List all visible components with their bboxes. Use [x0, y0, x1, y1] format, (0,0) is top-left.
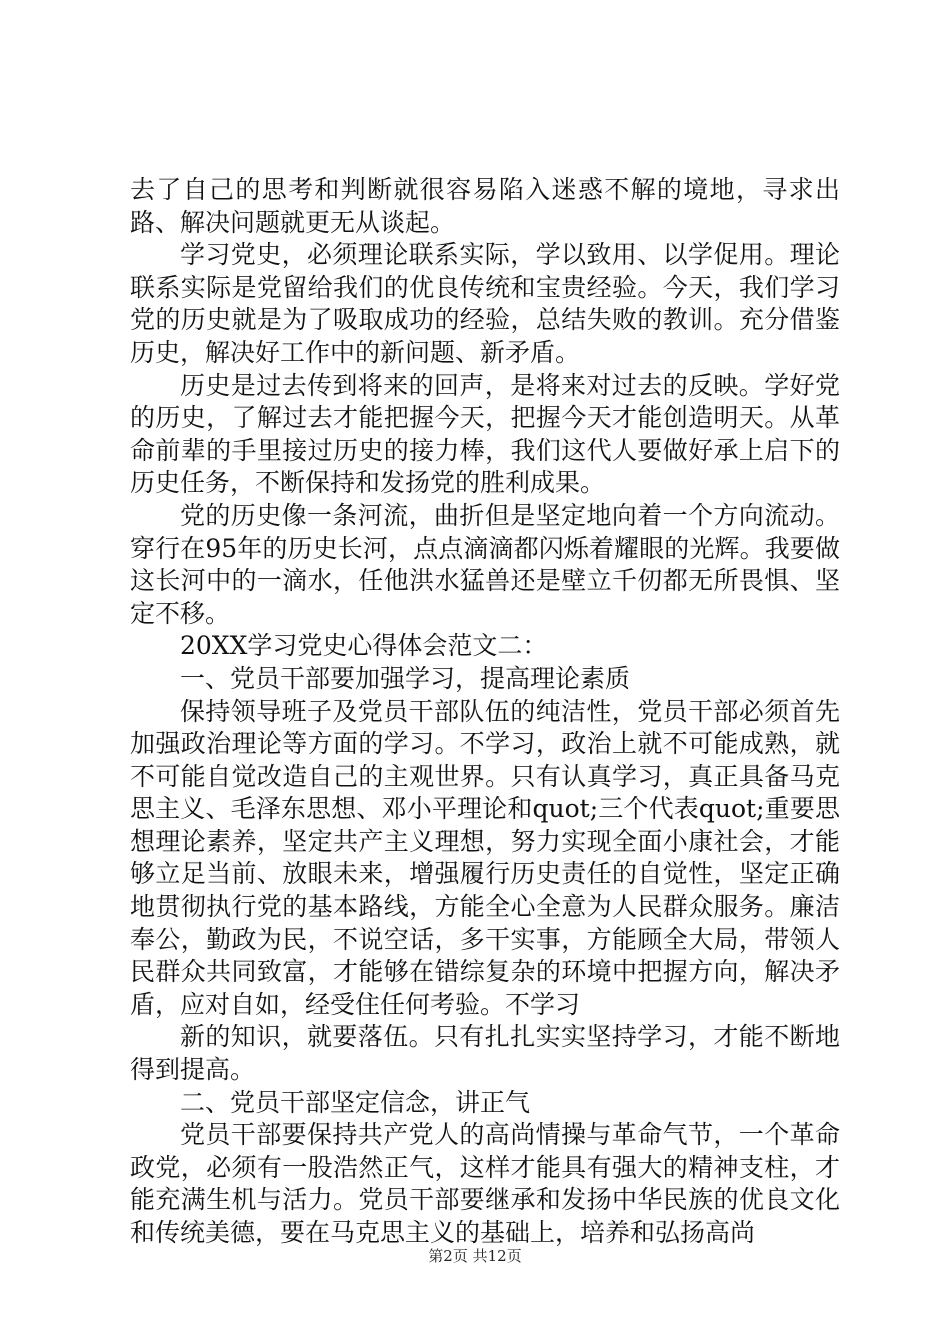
paragraph-1: 去了自己的思考和判断就很容易陷入迷惑不解的境地，寻求出路、解决问题就更无从谈起。 — [130, 175, 840, 237]
page-footer: 第2页 共12页 — [428, 1247, 522, 1265]
paragraph-6: 新的知识，就要落伍。只有扎扎实实坚持学习，才能不断地得到提高。 — [130, 1022, 840, 1085]
heading-point-one: 一、党员干部要加强学习，提高理论素质 — [180, 663, 631, 693]
section-title-essay-two: 20XX学习党史心得体会范文二： — [180, 631, 548, 661]
paragraph-5: 保持领导班子及党员干部队伍的纯洁性，党员干部必须首先加强政治理论等方面的学习。不学习，政治上就不可能成熟，就不可能自觉改造自己的主观世界。只有认真学习，真正具备马克思主义、毛泽东思想、邓小平理论和quot;三个代表quot;重要思想理论素养，坚定共产主义理想，努力实现全面小康社会，才能够立足当前、放眼未来，增强履行历史责任的自觉性，坚定正确地贯彻执行党的基本路线，方能全心全意为人民群众服务。廉洁奉公，勤政为民，不说空话，多干实事，方能顾全大局，带领人民群众共同致富，才能够在错综复杂的环境中把握方向，解决矛盾，应对自如，经受住任何考验。不学习 — [130, 696, 840, 1019]
paragraph-4: 党的历史像一条河流，曲折但是坚定地向着一个方向流动。穿行在95年的历史长河，点点滴滴都闪烁着耀眼的光辉。我要做这长河中的一滴水，任他洪水猛兽还是壁立千仞都无所畏惧、坚定不移。 — [130, 500, 840, 628]
heading-point-two: 二、党员干部坚定信念，讲正气 — [180, 1087, 531, 1117]
paragraph-7: 党员干部要保持共产党人的高尚情操与革命气节，一个革命政党，必须有一股浩然正气，这样才能具有强大的精神支柱，才能充满生机与活力。党员干部要继承和发扬中华民族的优良文化和传统美德，要在马克思主义的基础上，培养和弘扬高尚 — [130, 1120, 840, 1247]
paragraph-2: 学习党史，必须理论联系实际，学以致用、以学促用。理论联系实际是党留给我们的优良传统和宝贵经验。今天，我们学习党的历史就是为了吸取成功的经验，总结失败的教训。充分借鉴历史，解决好工作中的新问题、新矛盾。 — [130, 240, 840, 367]
document-body — [130, 174, 840, 1250]
paragraph-3: 历史是过去传到将来的回声，是将来对过去的反映。学好党的历史，了解过去才能把握今天，把握今天才能创造明天。从革命前辈的手里接过历史的接力棒，我们这代人要做好承上启下的历史任务，不断保持和发扬党的胜利成果。 — [130, 370, 840, 498]
